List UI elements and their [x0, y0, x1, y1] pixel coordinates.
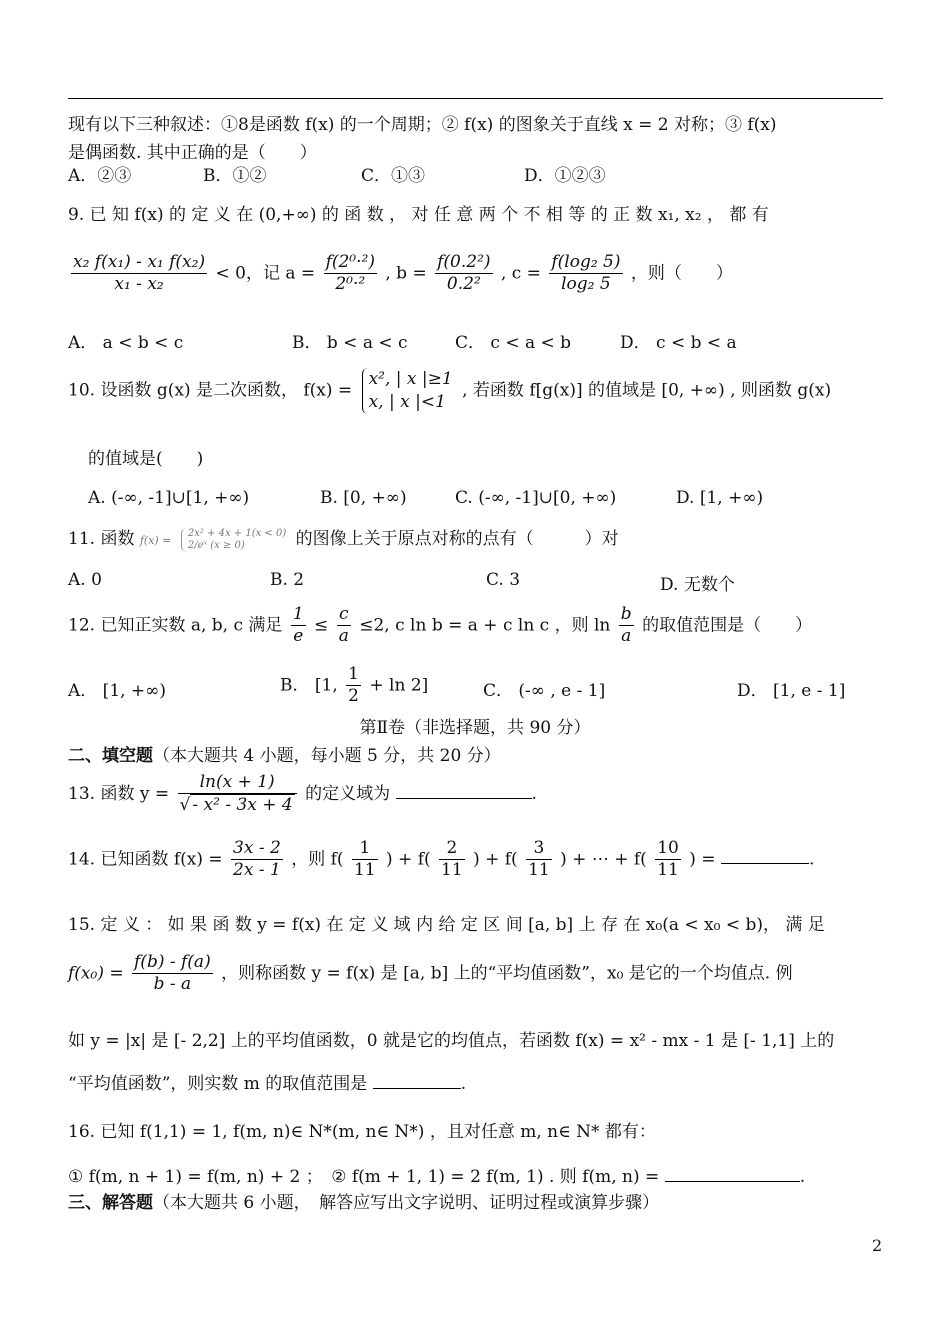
q16-line1: 16. 已知 f(1,1) = 1, f(m, n)∈ N*(m, n∈ N*) ，且对任意 m, n∈ N* 都有： — [68, 1122, 656, 1142]
section2-heading-bold: 二、填空题 — [68, 746, 153, 766]
q9-b-numerator: f(0.2²) — [435, 252, 492, 274]
q15-line1: 15. 定 义 ： 如 果 函 数 y = f(x) 在 定 义 域 内 给 定 区 间 [a, b] 上 存 在 x₀(a < x₀ < b)， 满 足 — [68, 915, 825, 935]
q15-fraction — [132, 952, 213, 996]
q15-answer-blank — [373, 1072, 461, 1089]
q11-case1: 2x² + 4x + 1(x < 0) — [187, 527, 287, 539]
q14-term1-num: 1 — [352, 838, 378, 860]
q14-term3 — [526, 838, 552, 882]
q9-line2 — [68, 252, 733, 296]
section2-heading-rest: （本大题共 4 小题，每小题 5 分，共 20 分） — [153, 746, 501, 766]
q8-line1: 现有以下三种叙述：①8是函数 f(x) 的一个周期；② f(x) 的图象关于直线 x = 2 对称；③ f(x) — [68, 115, 777, 135]
q9-option-d: D． c < b < a — [620, 333, 737, 353]
q12-frac2 — [337, 604, 351, 648]
q13-post: 的定义域为 — [305, 783, 391, 804]
q12-mid: ≤2, c ln b = a + c ln c ，则 ln — [359, 615, 611, 636]
q14-pre: 14. 已知函数 f(x) = — [68, 849, 223, 870]
q11-option-b: B. 2 — [270, 570, 305, 590]
q15-line4 — [68, 1069, 466, 1094]
q15-end: . — [460, 1074, 467, 1094]
section3-heading-bold: 三、解答题 — [68, 1193, 153, 1213]
q9-a-denominator: 2⁰·² — [335, 274, 366, 295]
q15-line4-text: “平均值函数”，则实数 m 的取值范围是 — [68, 1074, 368, 1094]
q12-frac1-den: e — [293, 626, 304, 647]
q11-option-d: D. 无数个 — [660, 575, 735, 595]
q11-option-c: C. 3 — [486, 570, 521, 590]
q14-term2-num: 2 — [439, 838, 465, 860]
q13-line — [68, 772, 537, 817]
q11-post: 的图像上关于原点对称的点有（ ）对 — [295, 529, 619, 549]
q12-option-b-post: + ln 2] — [369, 675, 429, 696]
q9-a-fraction — [324, 252, 377, 296]
q12-frac3-num: b — [619, 604, 634, 626]
q14-term2-den: 11 — [441, 860, 463, 881]
q12-frac3-den: a — [621, 626, 632, 647]
q12-option-b-den: 2 — [348, 686, 359, 707]
q12-frac2-den: a — [338, 626, 349, 647]
q12-option-a: A． [1, +∞) — [68, 681, 166, 701]
q14-line — [68, 838, 814, 882]
q15-line3: 如 y = |x| 是 [- 2,2] 上的平均值函数，0 就是它的均值点，若函数 f(x) = x² - mx - 1 是 [- 1,1] 上的 — [68, 1031, 835, 1051]
q12-option-d: D． [1, e - 1] — [737, 681, 846, 701]
q9-line1: 9. 已 知 f(x) 的 定 义 在 (0,+∞) 的 函 数 ， 对 任 意 两 个 不 相 等 的 正 数 x₁, x₂ ， 都 有 — [68, 205, 769, 225]
q11-option-a: A. 0 — [68, 570, 102, 590]
q10-line2: 的值域是( ) — [88, 449, 204, 469]
q12-tail: 的取值范围是（ ） — [642, 615, 813, 636]
q13-radicand: - x² - 3x + 4 — [192, 795, 293, 816]
q8-option-c: C．①③ — [361, 166, 426, 186]
part2-title: 第Ⅱ卷（非选择题，共 90 分） — [359, 718, 591, 738]
q10-option-c: C. (-∞, -1]∪[0, +∞) — [455, 488, 617, 508]
q14-dots: ) + ⋯ + f( — [560, 849, 647, 870]
q12-le: ≤ — [314, 615, 329, 636]
q14-plus1: ) + f( — [386, 849, 431, 870]
q15-line2-post: ，则称函数 y = f(x) 是 [a, b] 上的“平均值函数”，x₀ 是它的一个均值点. 例 — [221, 963, 793, 984]
q9-a-numerator: f(2⁰·²) — [324, 252, 377, 274]
q14-eq: ) = — [689, 849, 716, 870]
q9-option-c: C． c < a < b — [455, 333, 572, 353]
q14-mid: ，则 f( — [291, 849, 344, 870]
q12-option-b-frac — [346, 664, 361, 708]
q14-fraction — [231, 838, 283, 882]
q9-b-label: , b = — [385, 263, 427, 284]
q14-term4 — [655, 838, 681, 882]
q9-condition-fraction — [71, 252, 207, 296]
q12-option-b-num: 1 — [346, 664, 361, 686]
q9-c-denominator: log₂ 5 — [561, 274, 611, 295]
q14-term1 — [352, 838, 378, 882]
q13-fraction — [178, 772, 297, 817]
q8-option-a: A．②③ — [68, 166, 132, 186]
page-number: 2 — [872, 1236, 883, 1255]
q16-end: . — [799, 1167, 806, 1187]
q14-denominator: 2x - 1 — [233, 860, 281, 881]
q9-mid-text: < 0，记 a = — [215, 263, 316, 284]
q12-frac1-num: 1 — [291, 604, 306, 626]
q16-answer-blank — [665, 1165, 800, 1182]
q12-frac2-num: c — [337, 604, 351, 626]
q10-line1 — [68, 368, 831, 414]
q11-piecewise — [181, 528, 286, 552]
q14-term3-num: 3 — [526, 838, 552, 860]
q11-line1 — [68, 524, 619, 552]
q11-pre: 11. 函数 — [68, 529, 135, 549]
q14-term1-den: 11 — [353, 860, 376, 881]
q9-option-a: A． a < b < c — [68, 333, 184, 353]
q10-piecewise — [362, 368, 453, 414]
q15-numerator: f(b) - f(a) — [132, 952, 213, 974]
q15-denominator: b - a — [153, 974, 192, 995]
q8-line2: 是偶函数. 其中正确的是（ ） — [68, 143, 317, 163]
q12-frac3 — [619, 604, 634, 648]
header-rule — [68, 98, 883, 99]
q15-pre: f(x₀) = — [68, 963, 124, 984]
q13-end: . — [531, 783, 537, 804]
q9-c-fraction — [549, 252, 622, 296]
q11-fx: f(x) = — [139, 534, 172, 547]
q14-plus2: ) + f( — [473, 849, 518, 870]
q8-option-b: B．①② — [203, 166, 267, 186]
q13-denominator: √ - x² - 3x + 4 — [179, 795, 293, 816]
q12-frac1 — [291, 604, 306, 648]
q11-case2: 2/eˣ (x ≥ 0) — [187, 539, 245, 551]
q12-pre: 12. 已知正实数 a, b, c 满足 — [68, 615, 283, 636]
q14-numerator: 3x - 2 — [231, 838, 283, 860]
q9-condition-numerator: x₂ f(x₁) - x₁ f(x₂) — [71, 252, 207, 274]
q10-post: , 若函数 f[g(x)] 的值域是 [0, +∞) , 则函数 g(x) — [462, 380, 832, 401]
q13-pre: 13. 函数 y = — [68, 783, 170, 804]
q9-b-fraction — [435, 252, 492, 296]
q16-line2 — [68, 1162, 805, 1187]
q14-end: . — [808, 849, 815, 870]
q14-term2 — [439, 838, 465, 882]
q12-option-c: C． (-∞ , e - 1] — [483, 681, 606, 701]
q10-pre: 10. 设函数 g(x) 是二次函数， f(x) = — [68, 380, 353, 401]
q12-option-b — [280, 664, 428, 708]
q9-option-b: B． b < a < c — [292, 333, 408, 353]
q10-option-d: D. [1, +∞) — [676, 488, 764, 508]
q13-answer-blank — [396, 782, 532, 799]
q14-answer-blank — [721, 847, 809, 864]
q10-option-b: B. [0, +∞) — [320, 488, 407, 508]
q9-b-denominator: 0.2² — [446, 274, 481, 295]
q15-line2 — [68, 952, 793, 996]
section3-heading — [68, 1188, 659, 1213]
q14-term4-num: 10 — [655, 838, 681, 860]
q16-line2-text: ① f(m, n + 1) = f(m, n) + 2 ； ② f(m + 1, 1) = 2 f(m, 1) . 则 f(m, n) = — [68, 1167, 660, 1187]
q10-option-a: A. (-∞, -1]∪[1, +∞) — [88, 488, 250, 508]
q9-c-numerator: f(log₂ 5) — [549, 252, 622, 274]
q10-case2: x, | x |<1 — [368, 391, 446, 412]
section2-heading — [68, 741, 501, 766]
q8-option-d: D．①②③ — [524, 166, 606, 186]
q9-tail: ，则（ ） — [630, 263, 733, 284]
q9-condition-denominator: x₁ - x₂ — [114, 274, 164, 295]
q9-c-label: , c = — [500, 263, 541, 284]
section3-heading-rest: （本大题共 6 小题， 解答应写出文字说明、证明过程或演算步骤） — [153, 1193, 660, 1213]
q13-numerator: ln(x + 1) — [178, 772, 297, 794]
q12-option-b-pre: B． [1, — [280, 675, 338, 696]
q14-term4-den: 11 — [657, 860, 679, 881]
q12-line1 — [68, 604, 812, 648]
q10-case1: x², | x |≥1 — [368, 369, 453, 389]
q14-term3-den: 11 — [528, 860, 550, 881]
